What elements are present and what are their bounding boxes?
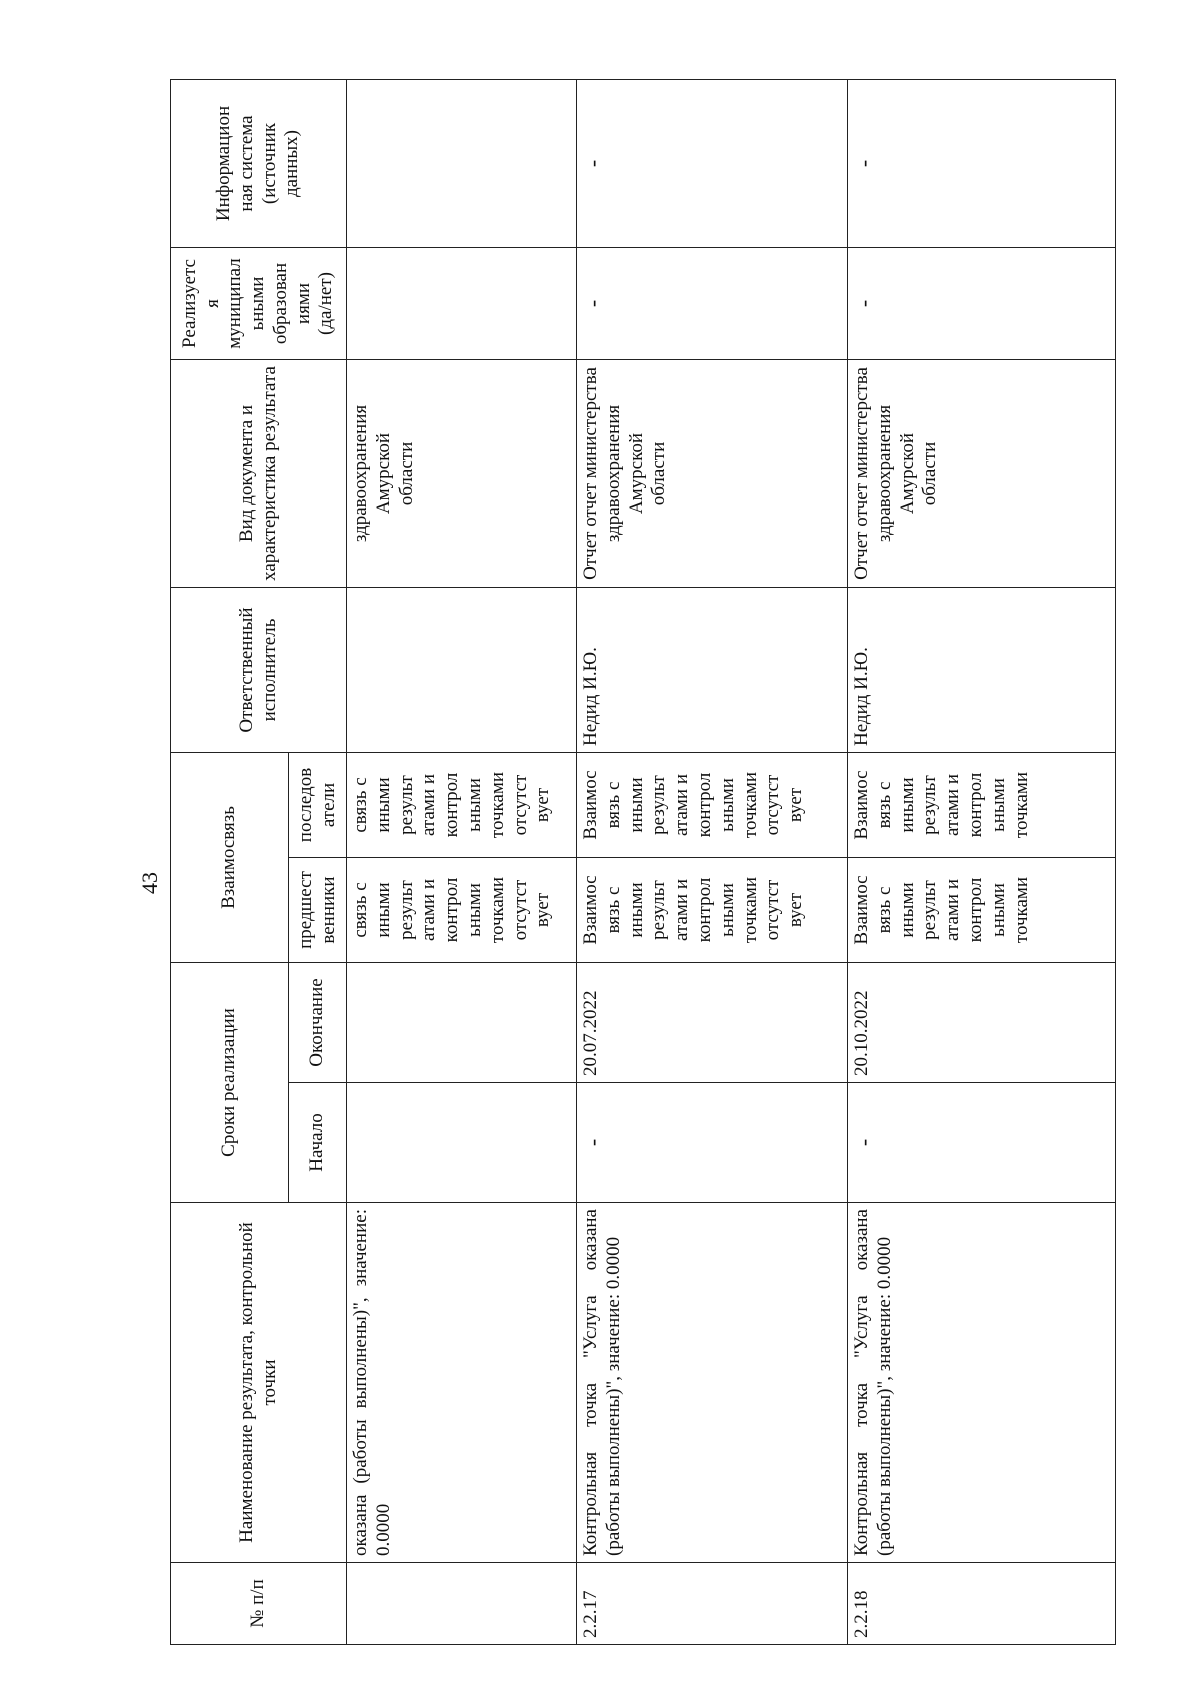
row-end [347,963,577,1083]
row-infosystem [347,80,577,248]
row-responsible [347,588,577,753]
row-end: 20.10.2022 [848,963,1116,1083]
header-name: Наименование результата, контрольной точки [171,1203,347,1563]
row-name: Контрольная точка "Услуга оказана (работы выполнены)", значение: 0.0000 [577,1203,848,1563]
row-start [347,1083,577,1203]
row-document: Отчет отчет министерства здравоохранения Амурской области [848,360,1116,588]
row-name: Контрольная точка "Услуга оказана (работы выполнены)", значение: 0.0000 [848,1203,1116,1563]
header-successors: последов атели [289,753,347,858]
row-predecessors: Взаимос вязь с иными результ атами и контрол ьными точками отсутст вует [577,858,848,963]
rotated-table-container [170,80,1115,1645]
header-predecessors: предшест венники [289,858,347,963]
row-document: здравоохранения Амурской области [347,360,577,588]
row-successors: Взаимос вязь с иными результ атами и контрол ьными точками отсутст вует [577,753,848,858]
header-document: Вид документа и характеристика результата [171,360,347,588]
row-predecessors: Взаимос вязь с иными результ атами и контрол ьными точками [848,858,1116,963]
row-infosystem: - [577,80,848,248]
row-end: 20.07.2022 [577,963,848,1083]
header-responsible: Ответственный исполнитель [171,588,347,753]
header-start: Начало [289,1083,347,1203]
row-successors: связь с иными результ атами и контрол ьными точками отсутст вует [347,753,577,858]
header-terms: Сроки реализации [171,963,289,1203]
row-responsible: Недид И.Ю. [848,588,1116,753]
row-num: 2.2.17 [577,1563,848,1645]
row-num: 2.2.18 [848,1563,1116,1645]
table-row [577,80,848,1645]
table-row [347,80,577,1645]
row-municipal [347,248,577,360]
header-num: № п/п [171,1563,347,1645]
row-municipal: - [577,248,848,360]
row-predecessors: связь с иными результ атами и контрол ьными точками отсутст вует [347,858,577,963]
row-responsible: Недид И.Ю. [577,588,848,753]
row-infosystem: - [848,80,1116,248]
row-num [347,1563,577,1645]
table-row [848,80,1116,1645]
row-successors: Взаимос вязь с иными результ атами и контрол ьными точками [848,753,1116,858]
header-infosystem: Информацион ная система (источник данных) [171,80,347,248]
row-name: оказана (работы выполнены)", значение: 0.0000 [347,1203,577,1563]
header-row-1 [171,80,289,1645]
header-relation: Взаимосвязь [171,753,289,963]
page-number: 43 [137,872,162,894]
header-end: Окончание [289,963,347,1083]
header-municipal: Реализуетс я муниципал ьными образован иями (да/нет) [171,248,347,360]
row-start: - [577,1083,848,1203]
control-points-table [170,79,1116,1645]
row-start: - [848,1083,1116,1203]
row-document: Отчет отчет министерства здравоохранения Амурской области [577,360,848,588]
row-municipal: - [848,248,1116,360]
